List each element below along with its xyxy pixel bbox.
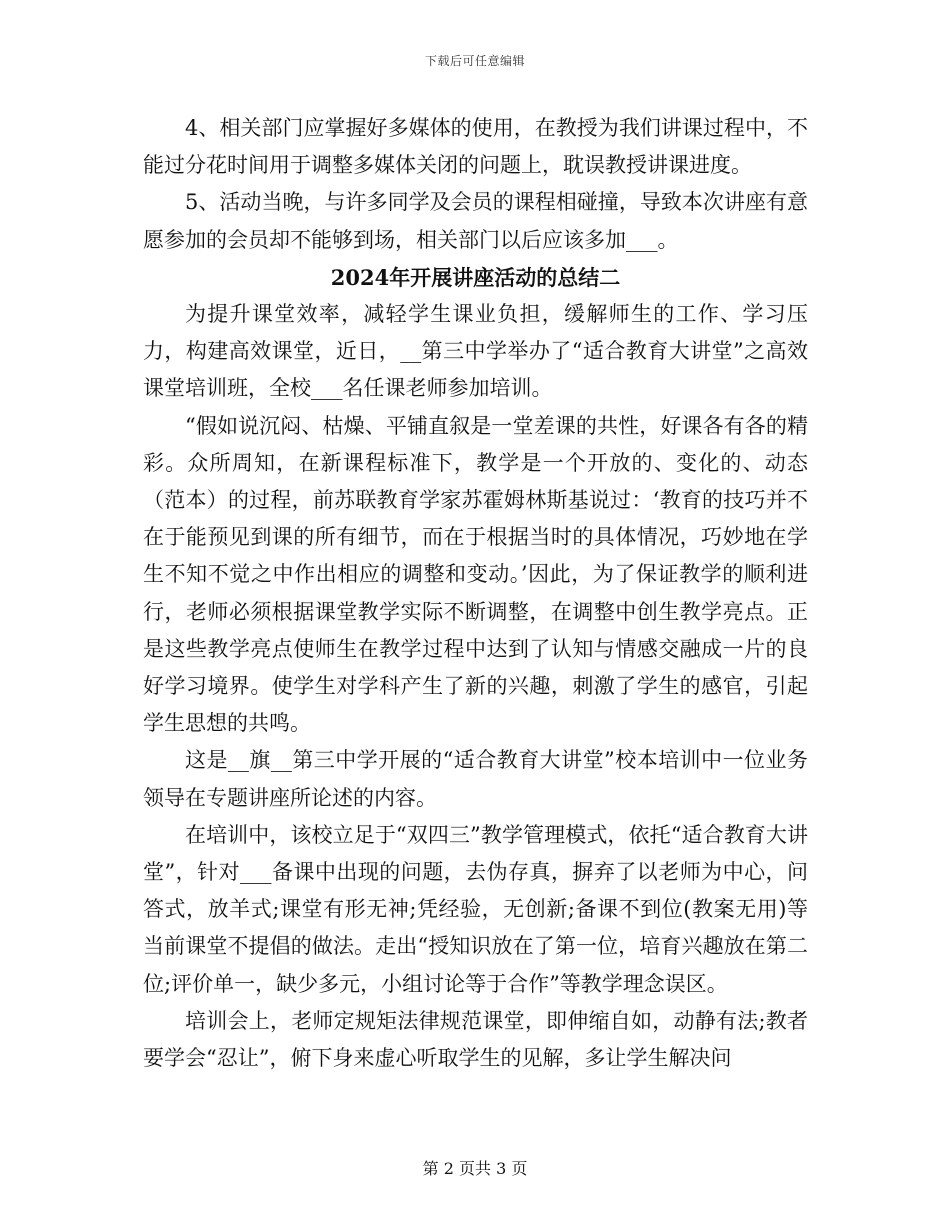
paragraph-source: 这是__旗__第三中学开展的“适合教育大讲堂”校本培训中一位业务领导在专题讲座所论述的内容。 (143, 748, 808, 810)
page-header: 下载后可任意编辑 (424, 54, 525, 68)
paragraph-item-5: 5、活动当晚，与许多同学及会员的课程相碰撞，导致本次讲座有意愿参加的会员却不能够到场，相关部门以后应该多加___。 (143, 190, 808, 252)
section-heading: 2024年开展讲座活动的总结二 (330, 264, 621, 290)
paragraph-training: 在培训中，该校立足于“双四三”教学管理模式，依托“适合教育大讲堂”，针对___备课中出现的问题，去伪存真，摒弃了以老师为中心，问答式，放羊式;课堂有形无神;凭经验，无创新;备课不到位(教案无用)等当前课堂不提倡的做法。走出“授知识放在了第一位，培育兴趣放在第二位;评价单一，缺少多元，小组讨论等于合作”等教学理念误区。 (143, 822, 808, 996)
page-footer: 第 2 页共 3 页 (422, 1159, 528, 1178)
paragraph-quote: “假如说沉闷、枯燥、平铺直叙是一堂差课的共性，好课各有各的精彩。众所周知，在新课程标准下，教学是一个开放的、变化的、动态（范本）的过程，前苏联教育学家苏霍姆林斯基说过：‘教育的技巧并不在于能预见到课的所有细节，而在于根据当时的具体情况，巧妙地在学生不知不觉之中作出相应的调整和变动。’因此，为了保证教学的顺利进行，老师必须根据课堂教学实际不断调整，在调整中创生教学亮点。正是这些教学亮点使师生在教学过程中达到了认知与情感交融成一片的良好学习境界。使学生对学科产生了新的兴趣，刺激了学生的感官，引起学生思想的共鸣。 (143, 413, 808, 736)
paragraph-meeting: 培训会上，老师定规矩法律规范课堂，即伸缩自如，动静有法;教者要学会“忍让”，俯下身来虚心听取学生的见解，多让学生解决问 (143, 1008, 808, 1071)
document-body (143, 110, 808, 1077)
paragraph-intro: 为提升课堂效率，减轻学生课业负担，缓解师生的工作、学习压力，构建高效课堂，近日，__第三中学举办了“适合教育大讲堂”之高效课堂培训班，全校___名任课老师参加培训。 (143, 302, 808, 401)
paragraph-item-4: 4、相关部门应掌握好多媒体的使用，在教授为我们讲课过程中，不能过分花时间用于调整多媒体关闭的问题上，耽误教授讲课进度。 (143, 116, 808, 178)
